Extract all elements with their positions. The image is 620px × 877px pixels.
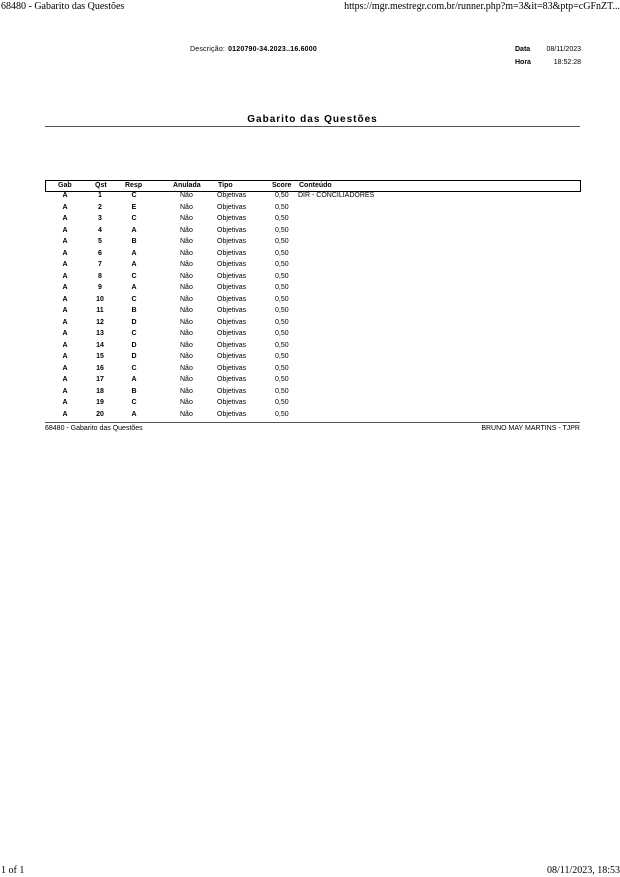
report-footer-user: BRUNO MAY MARTINS - TJPR: [481, 425, 580, 432]
cell-gab: A: [62, 192, 68, 199]
cell-qst: 17: [96, 376, 104, 383]
cell-resp: C: [131, 215, 137, 222]
table-row: [45, 387, 580, 399]
cell-gab: A: [62, 410, 68, 418]
cell-score: 0,50: [275, 203, 289, 211]
cell-tipo: Objetivas: [217, 330, 247, 337]
cell-tipo: Objetivas: [217, 410, 247, 418]
table-row: [45, 295, 580, 307]
cell-score: 0,50: [275, 410, 289, 418]
cell-tipo: Objetivas: [217, 318, 247, 326]
cell-gab: A: [62, 330, 68, 337]
time-label: Hora: [515, 59, 531, 66]
cell-tipo: Objetivas: [217, 226, 247, 234]
header-conteudo: Conteúdo: [299, 182, 332, 189]
cell-qst: 18: [96, 387, 104, 395]
cell-qst: 15: [96, 353, 104, 360]
table-row: [45, 260, 580, 272]
cell-resp: B: [131, 307, 137, 314]
cell-resp: C: [131, 330, 137, 337]
cell-anulada: Não: [180, 399, 193, 406]
cell-tipo: Objetivas: [217, 399, 247, 406]
cell-score: 0,50: [275, 192, 289, 199]
table-row: [45, 375, 580, 387]
table-row: [45, 214, 580, 226]
cell-score: 0,50: [275, 307, 289, 314]
cell-tipo: Objetivas: [217, 203, 247, 211]
cell-anulada: Não: [180, 330, 193, 337]
cell-resp: C: [131, 364, 137, 372]
footer-divider: [45, 422, 580, 423]
cell-anulada: Não: [180, 307, 193, 314]
cell-qst: 5: [98, 238, 102, 245]
cell-score: 0,50: [275, 249, 289, 257]
cell-gab: A: [62, 364, 68, 372]
cell-qst: 8: [98, 272, 102, 280]
cell-gab: A: [62, 399, 68, 406]
cell-gab: A: [62, 376, 68, 383]
cell-anulada: Não: [180, 295, 193, 303]
description-value: 0120790-34.2023..16.6000: [228, 46, 317, 53]
answer-table-body: [45, 191, 580, 421]
table-row: [45, 318, 580, 330]
cell-resp: A: [131, 410, 137, 418]
cell-gab: A: [62, 249, 68, 257]
cell-score: 0,50: [275, 387, 289, 395]
cell-resp: D: [131, 353, 137, 360]
cell-gab: A: [62, 387, 68, 395]
cell-score: 0,50: [275, 399, 289, 406]
table-row: [45, 237, 580, 249]
cell-qst: 13: [96, 330, 104, 337]
cell-tipo: Objetivas: [217, 249, 247, 257]
cell-anulada: Não: [180, 318, 193, 326]
cell-qst: 2: [98, 203, 102, 211]
cell-resp: E: [131, 203, 137, 211]
cell-resp: A: [131, 226, 137, 234]
cell-score: 0,50: [275, 238, 289, 245]
cell-resp: A: [131, 284, 137, 291]
description: [190, 46, 317, 53]
cell-qst: 1: [98, 192, 102, 199]
cell-gab: A: [62, 307, 68, 314]
cell-resp: B: [131, 387, 137, 395]
header-qst: Qst: [95, 182, 107, 189]
table-row: [45, 398, 580, 410]
browser-header-title: 68480 - Gabarito das Questões: [1, 1, 125, 12]
cell-resp: A: [131, 249, 137, 257]
title-divider: [45, 126, 580, 127]
table-row: [45, 283, 580, 295]
cell-conteudo: DIR - CONCILIADORES: [298, 192, 375, 199]
cell-score: 0,50: [275, 353, 289, 360]
cell-gab: A: [62, 353, 68, 360]
cell-tipo: Objetivas: [217, 238, 247, 245]
cell-qst: 4: [98, 226, 102, 234]
cell-tipo: Objetivas: [217, 261, 247, 268]
cell-tipo: Objetivas: [217, 272, 247, 280]
cell-qst: 16: [96, 364, 104, 372]
cell-score: 0,50: [275, 376, 289, 383]
cell-resp: C: [131, 192, 137, 199]
cell-gab: A: [62, 203, 68, 211]
cell-score: 0,50: [275, 364, 289, 372]
cell-tipo: Objetivas: [217, 376, 247, 383]
cell-qst: 12: [96, 318, 104, 326]
table-row: [45, 203, 580, 215]
description-label: Descrição:: [190, 46, 226, 53]
cell-anulada: Não: [180, 364, 193, 372]
cell-score: 0,50: [275, 295, 289, 303]
cell-qst: 14: [96, 341, 104, 349]
date-value: 08/11/2023: [546, 46, 581, 53]
table-row: [45, 191, 580, 203]
cell-anulada: Não: [180, 215, 193, 222]
header-gab: Gab: [58, 182, 72, 189]
cell-gab: A: [62, 238, 68, 245]
cell-qst: 20: [96, 410, 104, 418]
cell-qst: 11: [96, 307, 104, 314]
report-footer-title: 68480 - Gabarito das Questões: [45, 425, 143, 432]
cell-gab: A: [62, 215, 68, 222]
cell-gab: A: [62, 341, 68, 349]
cell-tipo: Objetivas: [217, 295, 247, 303]
cell-gab: A: [62, 261, 68, 268]
cell-score: 0,50: [275, 215, 289, 222]
browser-page-count: 1 of 1: [1, 865, 25, 876]
cell-gab: A: [62, 272, 68, 280]
header-resp: Resp: [125, 182, 143, 189]
page-title: Gabarito das Questões: [247, 114, 378, 125]
date-label: Data: [515, 46, 531, 53]
cell-score: 0,50: [275, 341, 289, 349]
header-anulada: Anulada: [173, 182, 201, 189]
browser-print-timestamp: 08/11/2023, 18:53: [547, 865, 620, 876]
cell-anulada: Não: [180, 261, 193, 268]
cell-resp: A: [131, 261, 137, 268]
table-row: [45, 272, 580, 284]
cell-qst: 10: [96, 295, 104, 303]
cell-gab: A: [62, 226, 68, 234]
cell-tipo: Objetivas: [217, 341, 247, 349]
cell-qst: 7: [98, 261, 102, 268]
cell-anulada: Não: [180, 192, 193, 199]
browser-header-url: https://mgr.mestregr.com.br/runner.php?m=3&it=83&ptp=cGFnZT...: [344, 1, 620, 12]
cell-qst: 3: [98, 215, 102, 222]
table-row: [45, 410, 580, 422]
cell-anulada: Não: [180, 341, 193, 349]
cell-score: 0,50: [275, 318, 289, 326]
cell-resp: C: [131, 272, 137, 280]
cell-resp: A: [131, 376, 137, 383]
cell-tipo: Objetivas: [217, 353, 247, 360]
cell-resp: C: [131, 295, 137, 303]
cell-resp: D: [131, 341, 137, 349]
cell-anulada: Não: [180, 203, 193, 211]
cell-anulada: Não: [180, 353, 193, 360]
table-row: [45, 226, 580, 238]
cell-gab: A: [62, 284, 68, 291]
cell-anulada: Não: [180, 272, 193, 280]
cell-tipo: Objetivas: [217, 215, 247, 222]
cell-qst: 19: [96, 399, 104, 406]
cell-anulada: Não: [180, 410, 193, 418]
cell-anulada: Não: [180, 226, 193, 234]
cell-tipo: Objetivas: [217, 387, 247, 395]
cell-resp: C: [131, 399, 137, 406]
header-score: Score: [272, 182, 292, 189]
table-row: [45, 364, 580, 376]
cell-gab: A: [62, 295, 68, 303]
header-tipo: Tipo: [218, 182, 233, 189]
table-row: [45, 306, 580, 318]
cell-anulada: Não: [180, 238, 193, 245]
cell-score: 0,50: [275, 226, 289, 234]
time-value: 18:52:28: [553, 59, 581, 66]
cell-score: 0,50: [275, 261, 289, 268]
cell-tipo: Objetivas: [217, 307, 247, 314]
cell-anulada: Não: [180, 376, 193, 383]
cell-score: 0,50: [275, 284, 289, 291]
cell-resp: D: [131, 318, 137, 326]
cell-resp: B: [131, 238, 137, 245]
table-row: [45, 249, 580, 261]
table-row: [45, 329, 580, 341]
cell-gab: A: [62, 318, 68, 326]
cell-score: 0,50: [275, 272, 289, 280]
cell-qst: 9: [98, 284, 102, 291]
table-row: [45, 341, 580, 353]
cell-anulada: Não: [180, 387, 193, 395]
table-row: [45, 352, 580, 364]
cell-tipo: Objetivas: [217, 192, 247, 199]
cell-tipo: Objetivas: [217, 364, 247, 372]
cell-tipo: Objetivas: [217, 284, 247, 291]
cell-qst: 6: [98, 249, 102, 257]
cell-anulada: Não: [180, 284, 193, 291]
cell-anulada: Não: [180, 249, 193, 257]
cell-score: 0,50: [275, 330, 289, 337]
